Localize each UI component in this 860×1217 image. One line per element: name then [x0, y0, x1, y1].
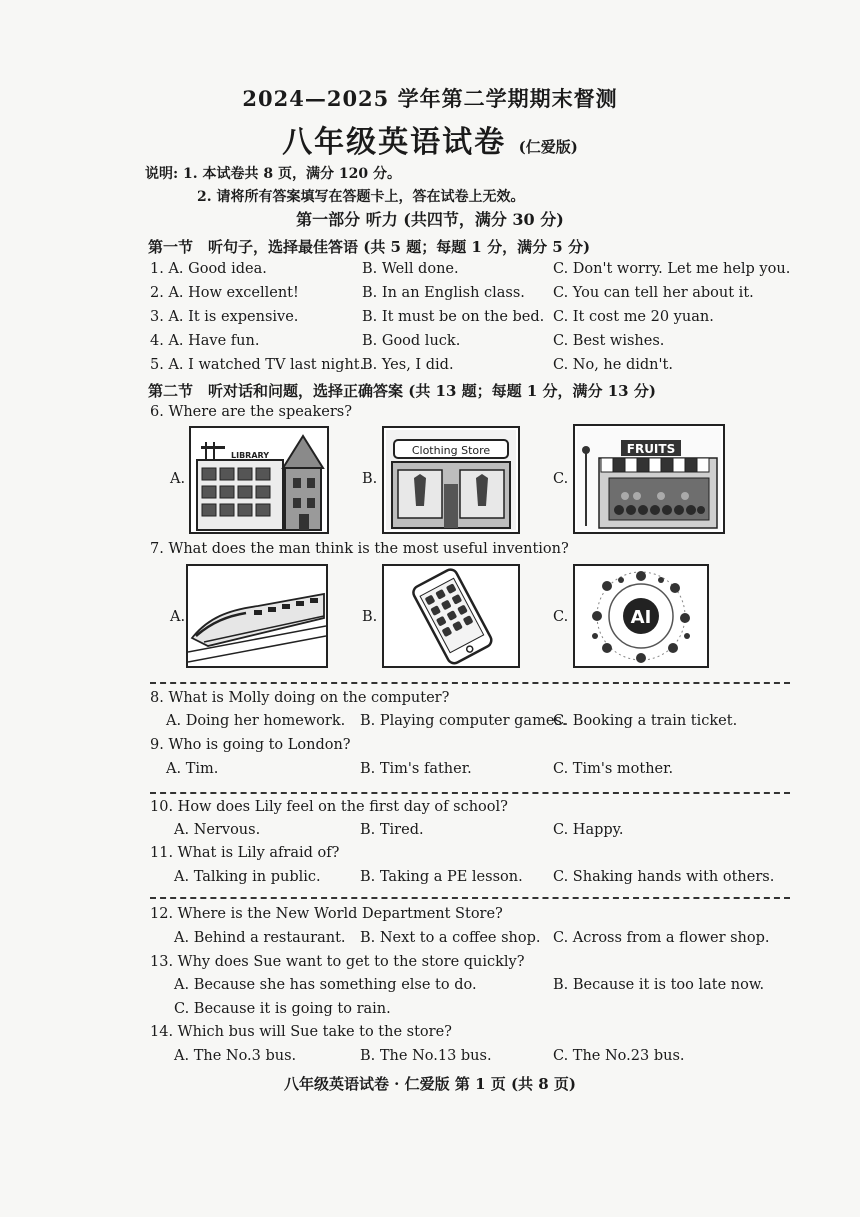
edition-label: (仁爱版)	[518, 138, 578, 156]
page-footer: 八年级英语试卷 · 仁爱版 第 1 页 (共 8 页)	[283, 1075, 577, 1093]
q7-label-b: B.	[362, 609, 378, 625]
q13-option-c: C. Because it is going to rain.	[174, 1001, 391, 1017]
q2-option-b: B. In an English class.	[362, 285, 525, 301]
exam-term-title: 2024—2025 学年第二学期期末督测	[242, 86, 618, 111]
q1-option-b: B. Well done.	[362, 261, 459, 277]
q6-question: 6. Where are the speakers?	[150, 404, 352, 420]
smartphone-picture	[382, 564, 520, 668]
q8-question: 8. What is Molly doing on the computer?	[150, 690, 450, 706]
q10-question: 10. How does Lily feel on the first day of school?	[150, 799, 508, 815]
smartphone-icon	[384, 566, 518, 666]
q5-option-b: B. Yes, I did.	[362, 357, 454, 373]
exam-title-text: 八年级英语试卷	[282, 125, 507, 160]
q11-question: 11. What is Lily afraid of?	[150, 845, 340, 861]
q13-question: 13. Why does Sue want to get to the store quickly?	[150, 954, 525, 970]
q8-option-a: A. Doing her homework.	[166, 713, 346, 729]
ai-picture	[573, 564, 709, 668]
ai-text: AI	[630, 607, 652, 628]
q11-option-a: A. Talking in public.	[174, 869, 321, 885]
train-picture	[186, 564, 328, 668]
fruit-shop-icon	[575, 426, 723, 532]
q9-option-b: B. Tim's father.	[360, 761, 472, 777]
instructions-text-1: 1. 本试卷共 8 页，满分 120 分。	[183, 166, 401, 182]
instructions-line1	[145, 163, 401, 183]
q11-option-b: B. Taking a PE lesson.	[360, 869, 523, 885]
q4-option-b: B. Good luck.	[362, 333, 461, 349]
q14-option-b: B. The No.13 bus.	[360, 1048, 492, 1064]
section2-title: 第二节 听对话和问题，选择正确答案 (共 13 题；每题 1 分，满分 13 分)	[148, 382, 656, 400]
q14-option-a: A. The No.3 bus.	[174, 1048, 297, 1064]
q1-option-c: C. Don't worry. Let me help you.	[553, 261, 791, 277]
separator-dashed-3	[150, 897, 790, 899]
q4-option-a: 4. A. Have fun.	[150, 333, 260, 349]
clothing-sign-text: Clothing Store	[411, 444, 491, 457]
clothing-store-icon	[384, 428, 518, 532]
artificial-intelligence-icon	[575, 566, 707, 666]
q13-option-b: B. Because it is too late now.	[553, 977, 765, 993]
q7-label-c: C.	[553, 609, 569, 625]
q10-option-a: A. Nervous.	[174, 822, 261, 838]
q9-option-a: A. Tim.	[166, 761, 219, 777]
section1-title: 第一节 听句子，选择最佳答语 (共 5 题；每题 1 分，满分 5 分)	[148, 238, 591, 256]
q3-option-a: 3. A. It is expensive.	[150, 309, 299, 325]
library-building-icon	[191, 428, 327, 532]
q12-question: 12. Where is the New World Department Store?	[150, 906, 503, 922]
part1-title: 第一部分 听力 (共四节，满分 30 分)	[296, 210, 564, 229]
q1-option-a: 1. A. Good idea.	[150, 261, 267, 277]
q2-option-c: C. You can tell her about it.	[553, 285, 754, 301]
q3-option-c: C. It cost me 20 yuan.	[553, 309, 714, 325]
q3-option-b: B. It must be on the bed.	[362, 309, 545, 325]
q4-option-c: C. Best wishes.	[553, 333, 665, 349]
q13-option-a: A. Because she has something else to do.	[174, 977, 477, 993]
separator-dashed-2	[150, 792, 790, 794]
q8-option-c: C. Booking a train ticket.	[553, 713, 738, 729]
q10-option-c: C. Happy.	[553, 822, 624, 838]
q14-option-c: C. The No.23 bus.	[553, 1048, 685, 1064]
q9-option-c: C. Tim's mother.	[553, 761, 674, 777]
q8-option-b: B. Playing computer games.	[360, 713, 567, 729]
q7-question: 7. What does the man think is the most useful invention?	[150, 541, 569, 557]
library-sign-text: LIBRARY	[231, 451, 270, 460]
q12-option-c: C. Across from a flower shop.	[553, 930, 770, 946]
q5-option-a: 5. A. I watched TV last night.	[150, 357, 365, 373]
q12-option-b: B. Next to a coffee shop.	[360, 930, 541, 946]
q2-option-a: 2. A. How excellent!	[150, 285, 299, 301]
clothing-store-picture	[382, 426, 520, 534]
q5-option-c: C. No, he didn't.	[553, 357, 673, 373]
q6-label-c: C.	[553, 471, 569, 487]
q11-option-c: C. Shaking hands with others.	[553, 869, 775, 885]
separator-dashed-1	[150, 682, 790, 684]
q14-question: 14. Which bus will Sue take to the store?	[150, 1024, 452, 1040]
q12-option-a: A. Behind a restaurant.	[174, 930, 346, 946]
instructions-label: 说明:	[145, 166, 179, 182]
q7-label-a: A.	[170, 609, 186, 625]
exam-title	[0, 117, 860, 161]
library-picture	[189, 426, 329, 534]
q10-option-b: B. Tired.	[360, 822, 424, 838]
instructions-line2: 2. 请将所有答案填写在答题卡上，答在试卷上无效。	[197, 189, 525, 205]
q9-question: 9. Who is going to London?	[150, 737, 351, 753]
high-speed-train-icon	[188, 566, 326, 666]
fruit-shop-picture	[573, 424, 725, 534]
fruits-sign-text: FRUITS	[626, 442, 676, 456]
q6-label-a: A.	[170, 471, 186, 487]
q6-label-b: B.	[362, 471, 378, 487]
